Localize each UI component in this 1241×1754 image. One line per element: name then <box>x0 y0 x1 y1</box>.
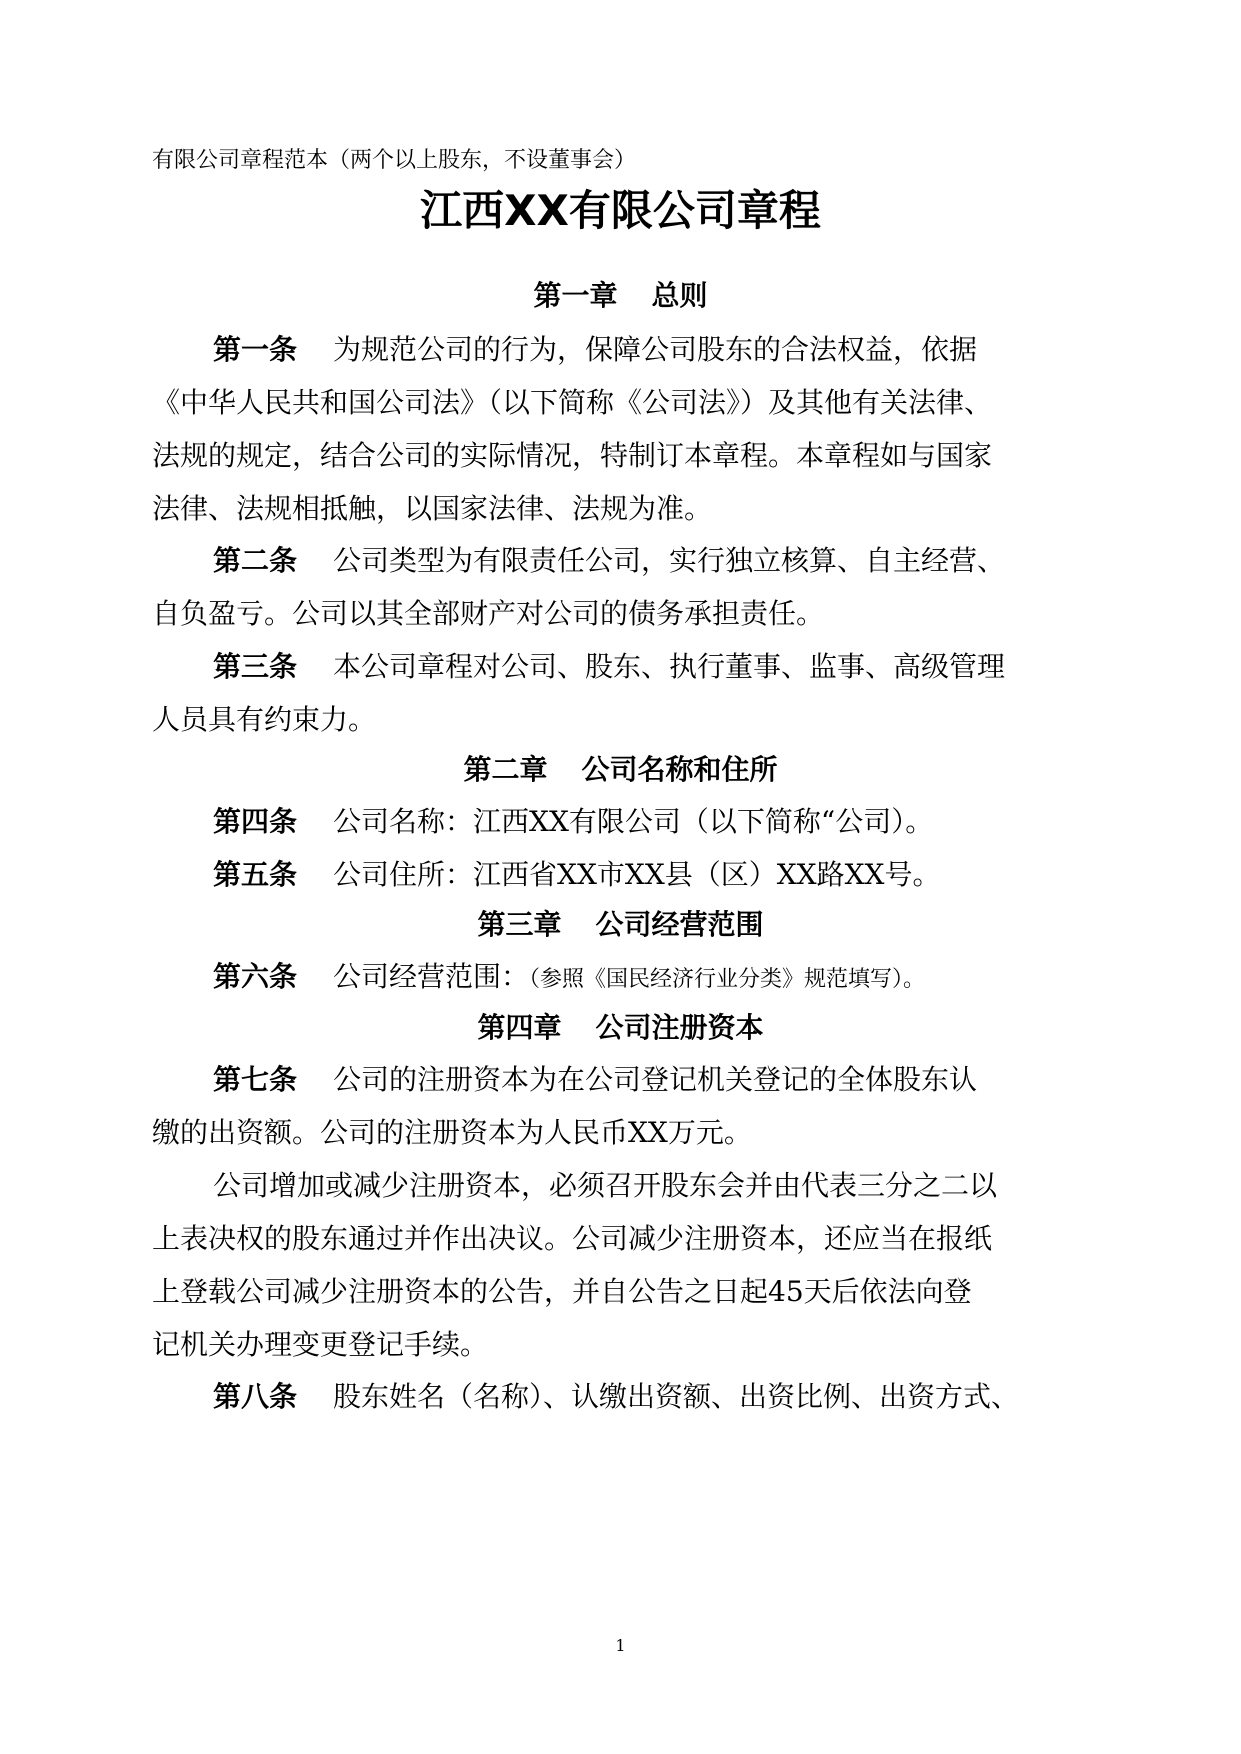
article-text: 本公司章程对公司、股东、执行董事、监事、高级管理 <box>333 650 1006 683</box>
chapter-title: 公司经营范围 <box>595 908 764 941</box>
article-line <box>213 1377 1153 1417</box>
chapter-heading <box>0 750 1241 790</box>
article-line <box>213 647 1153 687</box>
chapter-number: 第二章 <box>463 753 548 786</box>
article-line <box>213 957 1153 1000</box>
article-line: 法律、法规相抵触，以国家法律、法规为准。 <box>152 492 713 525</box>
article-line <box>213 855 1153 895</box>
article-line: 人员具有约束力。 <box>152 703 377 736</box>
article-label: 第一条 <box>213 333 298 366</box>
article-label: 第二条 <box>213 544 298 577</box>
paragraph-line: 记机关办理变更登记手续。 <box>152 1328 489 1361</box>
article-text: 为规范公司的行为，保障公司股东的合法权益，依据 <box>333 333 978 366</box>
article-label: 第三条 <box>213 650 298 683</box>
article-line <box>213 802 1153 842</box>
article-line: 自负盈亏。公司以其全部财产对公司的债务承担责任。 <box>152 597 825 630</box>
article-text: 股东姓名（名称）、认缴出资额、出资比例、出资方式、 <box>333 1380 1020 1413</box>
article-line: 《中华人民共和国公司法》（以下简称《公司法》）及其他有关法律、 <box>152 386 993 419</box>
chapter-number: 第一章 <box>533 279 618 312</box>
article-line <box>213 330 1153 370</box>
article-label: 第八条 <box>213 1380 298 1413</box>
article-text: 公司经营范围： <box>333 960 530 993</box>
chapter-heading <box>0 276 1241 316</box>
chapter-number: 第四章 <box>477 1011 562 1044</box>
paragraph-line: 上表决权的股东通过并作出决议。公司减少注册资本，还应当在报纸 <box>152 1222 993 1255</box>
chapter-number: 第三章 <box>477 908 562 941</box>
article-text: 公司的注册资本为在公司登记机关登记的全体股东认 <box>333 1063 978 1096</box>
page-number: 1 <box>615 1636 626 1655</box>
chapter-title: 公司注册资本 <box>595 1011 764 1044</box>
article-text: 公司住所：江西省XX市XX县（区）XX路XX号。 <box>333 858 941 891</box>
chapter-heading <box>0 1008 1241 1048</box>
chapter-title: 总则 <box>651 279 708 312</box>
header-note: 有限公司章程范本（两个以上股东，不设董事会） <box>152 148 637 173</box>
article-text: 公司名称：江西XX有限公司（以下简称“公司）。 <box>333 805 934 838</box>
article-line <box>213 541 1153 581</box>
article-note: （参照《国民经济行业分类》规范填写）。 <box>529 967 926 992</box>
article-label: 第六条 <box>213 960 298 993</box>
article-line: 法规的规定，结合公司的实际情况，特制订本章程。本章程如与国家 <box>152 439 993 472</box>
paragraph-line: 公司增加或减少注册资本，必须召开股东会并由代表三分之二以 <box>213 1169 998 1202</box>
article-label: 第七条 <box>213 1063 298 1096</box>
document-title: 江西XX有限公司章程 <box>420 186 821 235</box>
paragraph-line: 上登载公司减少注册资本的公告，并自公告之日起45天后依法向登 <box>152 1275 972 1308</box>
article-label: 第四条 <box>213 805 298 838</box>
chapter-heading <box>0 905 1241 945</box>
chapter-title: 公司名称和住所 <box>581 753 778 786</box>
article-label: 第五条 <box>213 858 298 891</box>
article-line: 缴的出资额。公司的注册资本为人民币XX万元。 <box>152 1116 752 1149</box>
article-text: 公司类型为有限责任公司，实行独立核算、自主经营、 <box>333 544 1006 577</box>
article-line <box>213 1060 1153 1100</box>
